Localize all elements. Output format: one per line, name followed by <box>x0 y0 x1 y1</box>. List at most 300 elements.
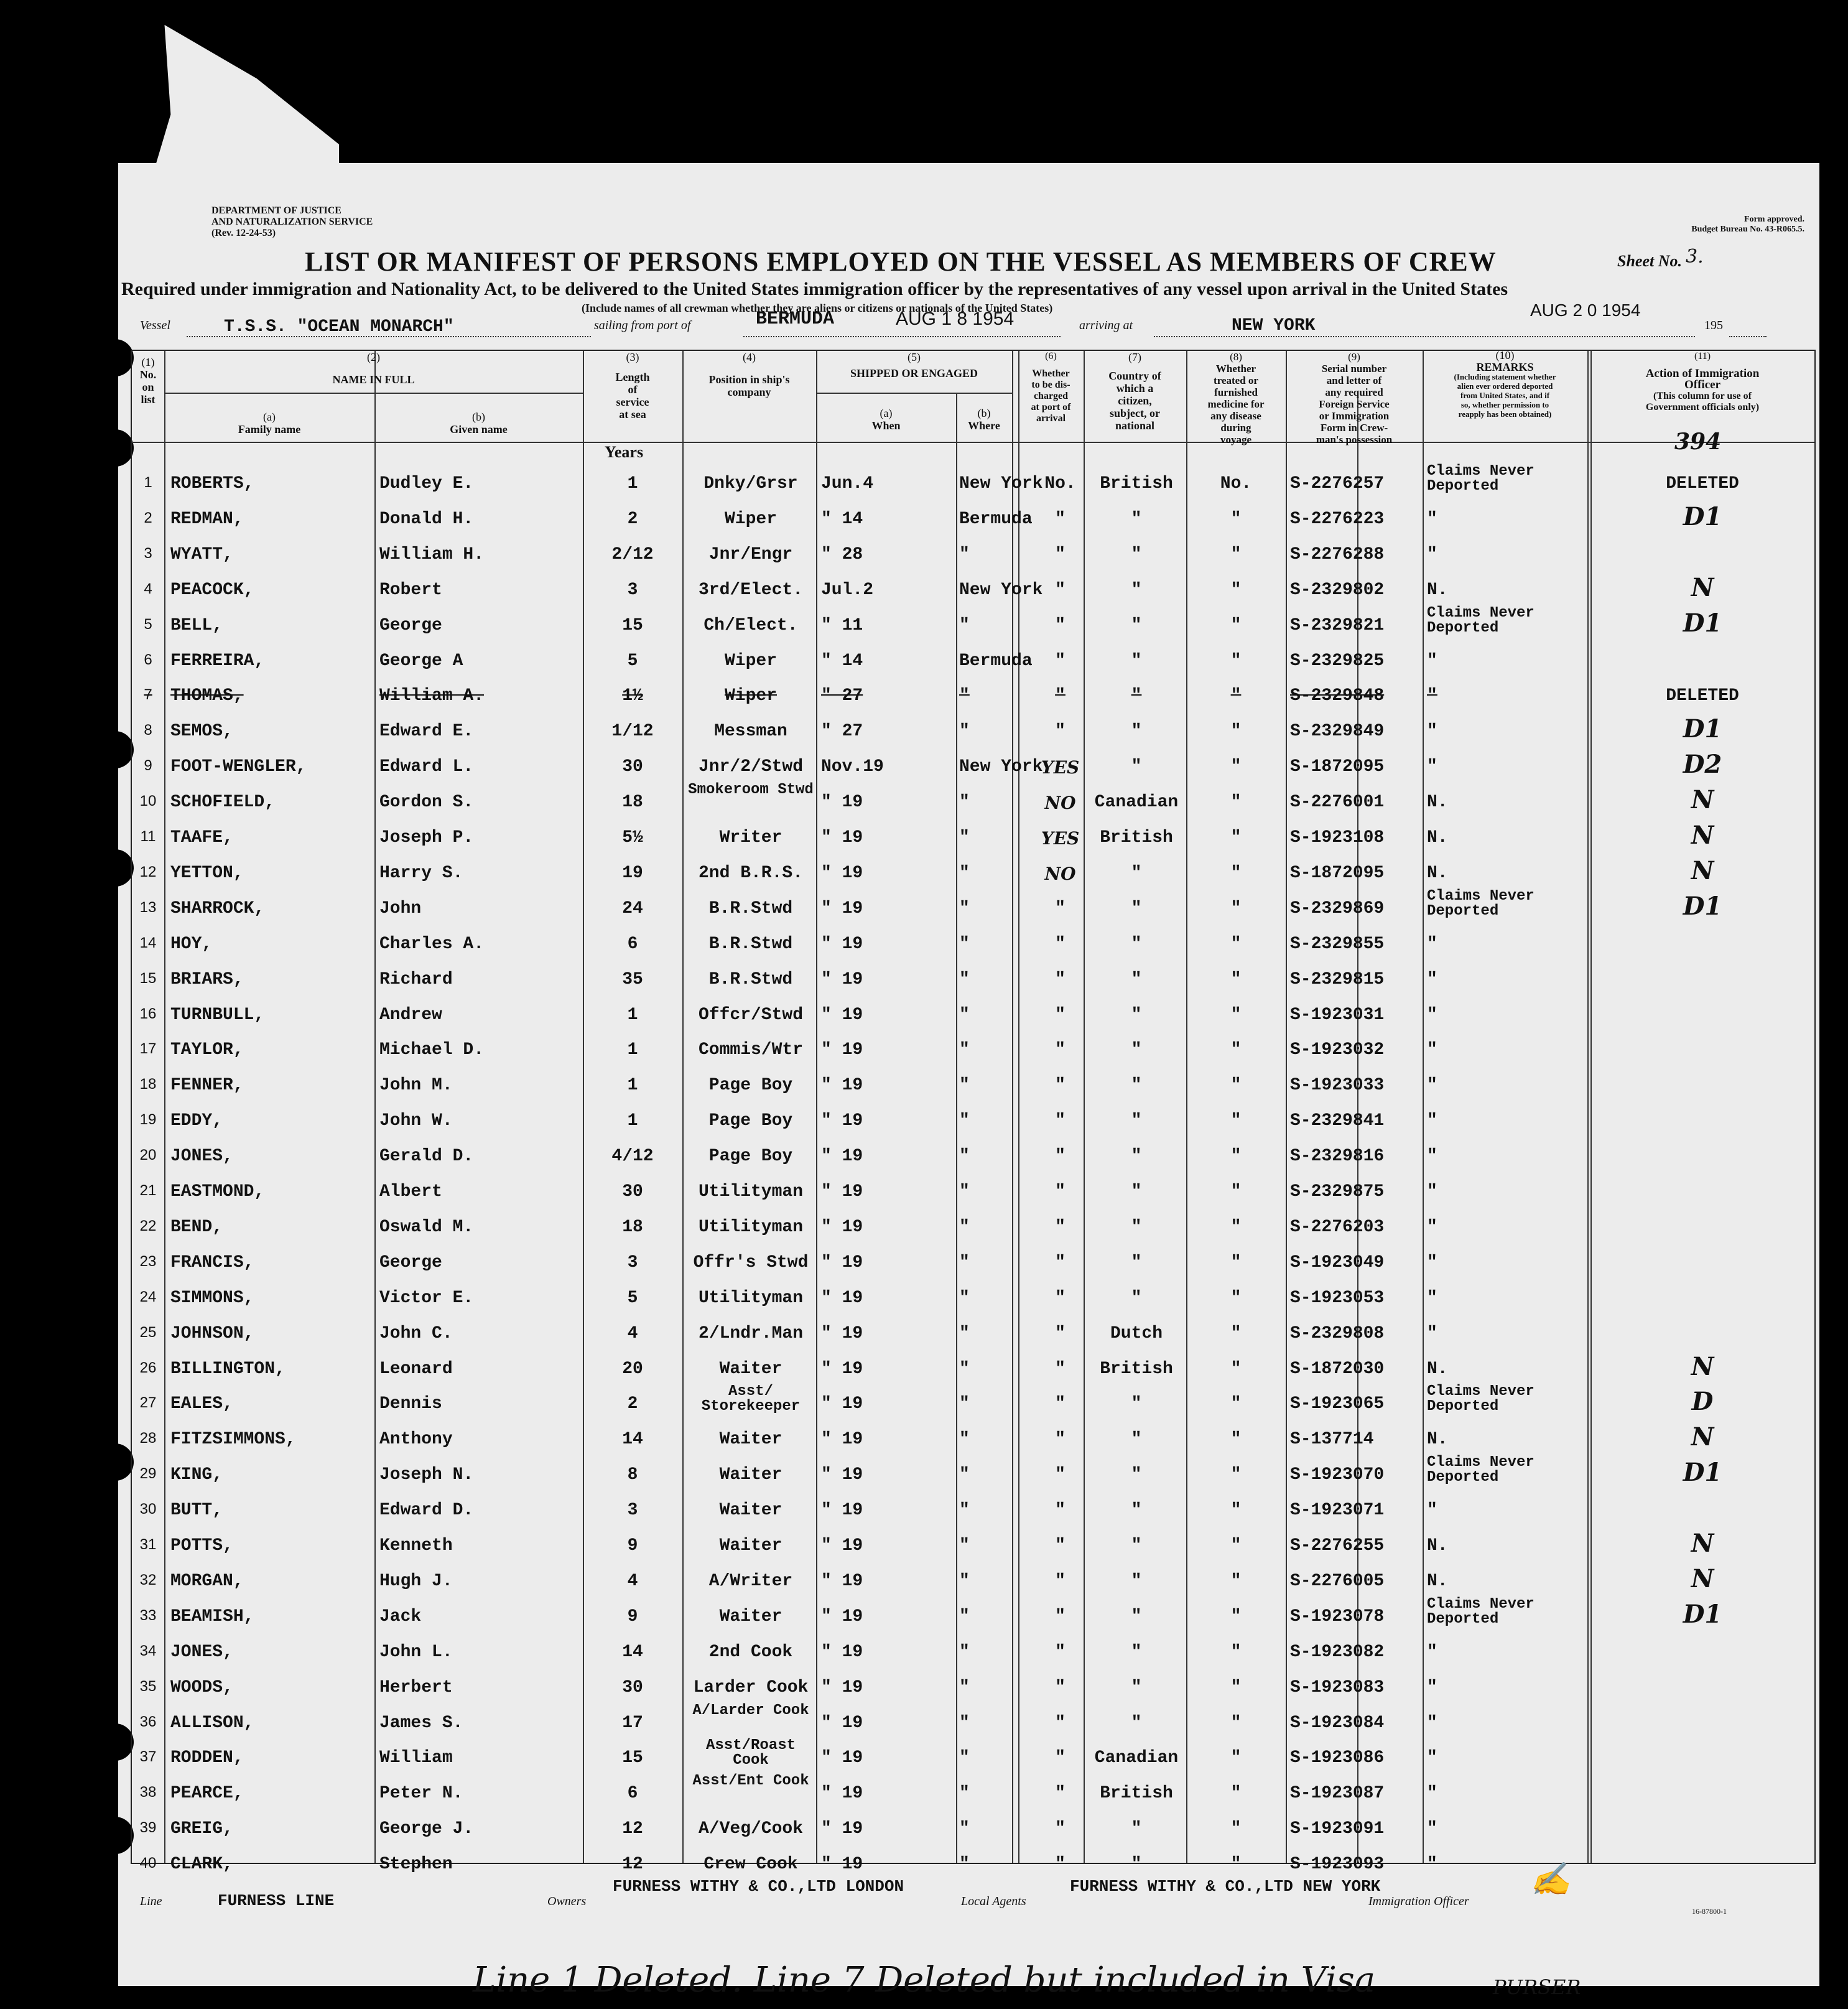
length-of-service: 5 <box>627 1288 638 1308</box>
country: " <box>1131 615 1142 635</box>
family-name: ALLISON, <box>170 1713 254 1733</box>
header-given-name: (b) Given name <box>450 411 508 436</box>
punch-hole <box>96 429 134 467</box>
table-row <box>132 1246 1814 1281</box>
medicine: " <box>1230 934 1242 954</box>
length-of-service: 3 <box>627 580 638 600</box>
medicine: " <box>1230 757 1242 777</box>
given-name: Joseph P. <box>379 828 474 847</box>
subtitle-note: (Include names of all crewman whether they are aliens or citizens or nationals of the United States) <box>582 302 1053 314</box>
punch-hole <box>96 1723 134 1761</box>
discharged: " <box>1055 509 1066 529</box>
country: British <box>1100 828 1173 847</box>
handwritten-note: Line 1 Deleted. Line 7 Deleted but included in Visa <box>473 1960 1376 2000</box>
position: Ch/Elect. <box>703 615 798 635</box>
shipped-where: " <box>959 1323 970 1343</box>
given-name: Jack <box>379 1606 422 1626</box>
shipped-where: " <box>959 1005 970 1025</box>
row-number: 18 <box>139 1076 157 1093</box>
family-name: BRIARS, <box>170 969 244 989</box>
shipped-when: " 19 <box>821 1217 863 1237</box>
table-row <box>132 1454 1814 1493</box>
shipped-when: Jun.4 <box>821 474 874 493</box>
table-row <box>132 538 1814 573</box>
given-name: Edward D. <box>379 1501 474 1521</box>
remarks: " <box>1427 1323 1437 1343</box>
shipped-when: " 19 <box>821 898 863 918</box>
serial-number: S-1923087 <box>1290 1784 1385 1804</box>
medicine: " <box>1230 615 1242 635</box>
discharged: " <box>1055 1288 1066 1308</box>
shipped-when: " 19 <box>821 1359 863 1379</box>
row-number: 7 <box>144 686 152 704</box>
given-name: Harry S. <box>379 863 463 883</box>
row-number: 4 <box>144 580 152 597</box>
medicine: " <box>1230 898 1242 918</box>
family-name: FRANCIS, <box>170 1252 254 1272</box>
remarks: " <box>1427 1252 1437 1272</box>
discharged: " <box>1055 651 1066 671</box>
remarks: " <box>1427 1182 1437 1201</box>
discharged: " <box>1055 686 1066 706</box>
family-name: JONES, <box>170 1642 233 1662</box>
shipped-where: " <box>959 793 970 813</box>
discharged: " <box>1055 969 1066 989</box>
length-of-service: 5 <box>627 651 638 671</box>
table-row <box>132 1383 1814 1422</box>
officer-label: Immigration Officer <box>1368 1895 1469 1908</box>
discharged: " <box>1055 1076 1066 1096</box>
discharged: " <box>1055 1323 1066 1343</box>
sheet-label: Sheet No. <box>1617 252 1682 270</box>
table-row <box>132 1564 1814 1600</box>
header-when: (a) When <box>871 407 901 432</box>
medicine: " <box>1230 1713 1242 1733</box>
medicine: " <box>1230 793 1242 813</box>
family-name: SHARROCK, <box>170 898 265 918</box>
shipped-when: " 19 <box>821 1642 863 1662</box>
discharged: " <box>1055 1642 1066 1662</box>
country: " <box>1131 1642 1142 1662</box>
given-name: Edward L. <box>379 757 474 777</box>
header-medicine: (8) Whether treated or furnished medicine for any disease during voyage <box>1207 351 1265 445</box>
shipped-where: " <box>959 1359 970 1379</box>
given-name: Peter N. <box>379 1784 463 1804</box>
country: " <box>1131 1217 1142 1237</box>
length-of-service: 12 <box>622 1819 643 1839</box>
family-name: YETTON, <box>170 863 244 883</box>
medicine: No. <box>1220 474 1252 493</box>
serial-number: S-1923053 <box>1290 1288 1385 1308</box>
owners-label: Owners <box>547 1895 587 1908</box>
immigration-action: D1 <box>1683 891 1722 921</box>
punch-hole <box>96 849 134 887</box>
medicine: " <box>1230 651 1242 671</box>
header-where: (b) Where <box>968 407 1000 432</box>
table-row <box>132 1104 1814 1139</box>
position: Asst/Ent Cook <box>692 1773 809 1790</box>
table-row <box>132 573 1814 608</box>
discharged: " <box>1055 1748 1066 1768</box>
given-name: John M. <box>379 1076 453 1096</box>
country: " <box>1131 1536 1142 1555</box>
remarks: " <box>1427 934 1437 954</box>
shipped-where: " <box>959 1748 970 1768</box>
row-number: 5 <box>144 615 152 633</box>
country: " <box>1131 1252 1142 1272</box>
table-row <box>132 1635 1814 1671</box>
length-of-service: 1 <box>627 474 638 493</box>
family-name: SCHOFIELD, <box>170 793 276 813</box>
line-name: FURNESS LINE <box>218 1891 335 1910</box>
table-row <box>132 856 1814 892</box>
shipped-when: " 19 <box>821 1252 863 1272</box>
length-of-service: 4/12 <box>611 1147 654 1167</box>
serial-number: S-2329825 <box>1290 651 1385 671</box>
serial-number: S-2329802 <box>1290 580 1385 600</box>
position: Utilityman <box>698 1288 804 1308</box>
country: " <box>1131 863 1142 883</box>
family-name: ROBERTS, <box>170 474 254 493</box>
medicine: " <box>1230 1288 1242 1308</box>
punch-hole <box>96 1443 134 1481</box>
shipped-where: " <box>959 1571 970 1591</box>
family-name: SIMMONS, <box>170 1288 254 1308</box>
arrival-date-stamp: AUG 2 0 1954 <box>1530 301 1641 320</box>
remarks: " <box>1427 1040 1437 1060</box>
country: " <box>1131 1430 1142 1450</box>
header-shipped: (5) SHIPPED OR ENGAGED <box>850 351 978 380</box>
shipped-where: " <box>959 1819 970 1839</box>
row-number: 23 <box>139 1252 157 1270</box>
remarks: N. <box>1427 1536 1448 1555</box>
length-of-service: 19 <box>622 863 643 883</box>
country: British <box>1100 1784 1173 1804</box>
remarks: N. <box>1427 1430 1448 1450</box>
serial-number: S-1923084 <box>1290 1713 1385 1733</box>
position: Waiter <box>719 1501 782 1521</box>
position: Larder Cook <box>693 1677 809 1697</box>
position: Page Boy <box>708 1111 793 1131</box>
medicine: " <box>1230 1217 1242 1237</box>
medicine: " <box>1230 580 1242 600</box>
row-number: 38 <box>139 1784 157 1801</box>
family-name: TAYLOR, <box>170 1040 244 1060</box>
discharged: " <box>1055 1713 1066 1733</box>
remarks: N. <box>1427 580 1448 600</box>
medicine: " <box>1230 1536 1242 1555</box>
remarks: " <box>1427 509 1437 529</box>
discharged: YES <box>1041 757 1080 778</box>
shipped-when: " 27 <box>821 686 863 706</box>
row-number: 35 <box>139 1677 157 1695</box>
table-row <box>132 1595 1814 1635</box>
length-of-service: 20 <box>622 1359 643 1379</box>
length-of-service: 9 <box>627 1606 638 1626</box>
given-name: Leonard <box>379 1359 453 1379</box>
remarks: " <box>1427 1147 1437 1167</box>
table-row <box>132 1737 1814 1776</box>
position: Wiper <box>724 509 777 529</box>
shipped-where: " <box>959 934 970 954</box>
immigration-action: N <box>1691 785 1714 815</box>
position: Jnr/2/Stwd <box>698 757 804 777</box>
family-name: GREIG, <box>170 1819 233 1839</box>
header-family-name: (a) Family name <box>238 411 301 436</box>
row-number: 28 <box>139 1430 157 1447</box>
serial-number: S-1923032 <box>1290 1040 1385 1060</box>
department-block: DEPARTMENT OF JUSTICE AND NATURALIZATION SERVICE (Rev. 12-24-53) <box>211 205 373 238</box>
table-row <box>132 781 1814 821</box>
shipped-where: " <box>959 722 970 742</box>
given-name: Dennis <box>379 1394 442 1414</box>
immigration-action: N <box>1691 1529 1714 1558</box>
discharged: " <box>1055 898 1066 918</box>
owners: FURNESS WITHY & CO.,LTD LONDON <box>613 1877 904 1896</box>
row-number: 8 <box>144 722 152 739</box>
position: Offcr/Stwd <box>698 1005 804 1025</box>
row-number: 6 <box>144 651 152 668</box>
country: " <box>1131 1677 1142 1697</box>
serial-number: S-2329821 <box>1290 615 1385 635</box>
serial-number: S-1872095 <box>1290 863 1385 883</box>
form-approved: Form approved. Budget Bureau No. 43-R065.5. <box>1691 215 1804 234</box>
position: Page Boy <box>708 1147 793 1167</box>
table-row <box>132 644 1814 679</box>
remarks: " <box>1427 1005 1437 1025</box>
length-of-service: 17 <box>622 1713 643 1733</box>
sailing-label: sailing from port of <box>594 319 691 332</box>
table-row <box>132 679 1814 714</box>
country: " <box>1131 969 1142 989</box>
medicine: " <box>1230 1677 1242 1697</box>
length-of-service: 2 <box>627 1394 638 1414</box>
table-row <box>132 1068 1814 1104</box>
immigration-action: D1 <box>1683 714 1722 744</box>
given-name: Dudley E. <box>379 474 474 493</box>
length-of-service: 1 <box>627 1076 638 1096</box>
immigration-action: DELETED <box>1666 474 1739 493</box>
position: 3rd/Elect. <box>698 580 804 600</box>
remarks: " <box>1427 722 1437 742</box>
country: " <box>1131 1571 1142 1591</box>
given-name: Stephen <box>379 1855 453 1875</box>
table-row <box>132 887 1814 927</box>
shipped-where: " <box>959 1394 970 1414</box>
shipped-where: " <box>959 1501 970 1521</box>
given-name: George J. <box>379 1819 474 1839</box>
shipped-when: " 19 <box>821 1536 863 1555</box>
medicine: " <box>1230 1571 1242 1591</box>
family-name: BEND, <box>170 1217 223 1237</box>
table-row <box>132 1493 1814 1529</box>
country: " <box>1131 1147 1142 1167</box>
discharged: " <box>1055 615 1066 635</box>
country: Dutch <box>1110 1323 1163 1343</box>
given-name: George <box>379 1252 442 1272</box>
remarks: " <box>1427 1288 1437 1308</box>
remarks: Claims Never Deported <box>1427 463 1535 495</box>
position: Utilityman <box>698 1182 804 1201</box>
sailing-port: BERMUDA <box>756 309 835 330</box>
immigration-action: D2 <box>1683 750 1722 780</box>
serial-number: S-2329855 <box>1290 934 1385 954</box>
position: 2nd B.R.S. <box>698 863 804 883</box>
family-name: FERREIRA, <box>170 651 265 671</box>
medicine: " <box>1230 544 1242 564</box>
discharged: " <box>1055 1606 1066 1626</box>
shipped-when: Jul.2 <box>821 580 874 600</box>
shipped-when: " 19 <box>821 1005 863 1025</box>
serial-number: S-1872095 <box>1290 757 1385 777</box>
shipped-when: " 19 <box>821 1040 863 1060</box>
table-row <box>132 604 1814 644</box>
subtitle: Required under immigration and Nationality Act, to be delivered to the United States immigration officer by the representatives of any vessel upon arrival in the United States <box>121 279 1508 299</box>
row-number: 36 <box>139 1713 157 1730</box>
position: Waiter <box>719 1430 782 1450</box>
length-of-service: 15 <box>622 615 643 635</box>
country: " <box>1131 1713 1142 1733</box>
row-number: 12 <box>139 863 157 880</box>
medicine: " <box>1230 1394 1242 1414</box>
immigration-action: N <box>1691 855 1714 885</box>
arrival-port: NEW YORK <box>1232 316 1316 335</box>
position: Utilityman <box>698 1217 804 1237</box>
given-name: Donald H. <box>379 509 474 529</box>
family-name: FITZSIMMONS, <box>170 1430 296 1450</box>
serial-number: S-2276255 <box>1290 1536 1385 1555</box>
table-row <box>132 1773 1814 1812</box>
shipped-where: Bermuda <box>959 651 1033 671</box>
discharged: " <box>1055 1677 1066 1697</box>
length-of-service: 9 <box>627 1536 638 1555</box>
immigration-action: D1 <box>1683 1599 1722 1629</box>
serial-number: S-2329848 <box>1290 686 1385 706</box>
length-of-service: 1/12 <box>611 722 654 742</box>
length-of-service: 30 <box>622 757 643 777</box>
given-name: Gerald D. <box>379 1147 474 1167</box>
punch-hole <box>96 1817 134 1854</box>
family-name: PEARCE, <box>170 1784 244 1804</box>
shipped-where: " <box>959 1606 970 1626</box>
country: " <box>1131 1606 1142 1626</box>
length-of-service: 14 <box>622 1430 643 1450</box>
table-row <box>132 1210 1814 1246</box>
vessel-label: Vessel <box>140 319 170 332</box>
discharged: " <box>1055 1252 1066 1272</box>
local-agents: FURNESS WITHY & CO.,LTD NEW YORK <box>1070 1877 1381 1896</box>
shipped-where: " <box>959 1217 970 1237</box>
position: Waiter <box>719 1536 782 1555</box>
immigration-action: D1 <box>1683 1458 1722 1488</box>
length-of-service: 2/12 <box>611 544 654 564</box>
length-of-service: 14 <box>622 1642 643 1662</box>
shipped-when: " 19 <box>821 1784 863 1804</box>
family-name: BEAMISH, <box>170 1606 254 1626</box>
country: " <box>1131 1076 1142 1096</box>
position: Jnr/Engr <box>708 544 793 564</box>
medicine: " <box>1230 1252 1242 1272</box>
remarks: N. <box>1427 863 1448 883</box>
given-name: John C. <box>379 1323 453 1343</box>
medicine: " <box>1230 1323 1242 1343</box>
serial-number: S-1923091 <box>1290 1819 1385 1839</box>
family-name: REDMAN, <box>170 509 244 529</box>
line-label: Line <box>140 1895 162 1908</box>
shipped-where: " <box>959 544 970 564</box>
serial-number: S-1923082 <box>1290 1642 1385 1662</box>
serial-number: S-2329816 <box>1290 1147 1385 1167</box>
discharged: " <box>1055 1784 1066 1804</box>
header-length: (3) Length of service at sea <box>615 351 650 421</box>
medicine: " <box>1230 1784 1242 1804</box>
row-number: 16 <box>139 1005 157 1022</box>
discharged: " <box>1055 1855 1066 1875</box>
sheet-number: 3. <box>1686 246 1704 268</box>
shipped-when: " 19 <box>821 1111 863 1131</box>
position: Offr's Stwd <box>693 1252 809 1272</box>
serial-number: S-2276001 <box>1290 793 1385 813</box>
discharged: " <box>1055 722 1066 742</box>
shipped-when: " 19 <box>821 863 863 883</box>
given-name: James S. <box>379 1713 463 1733</box>
serial-number: S-2329808 <box>1290 1323 1385 1343</box>
given-name: Anthony <box>379 1430 453 1450</box>
shipped-where: " <box>959 898 970 918</box>
discharged: " <box>1055 1430 1066 1450</box>
header-discharged: (6) Whether to be dis- charged at port of arrival <box>1031 351 1071 424</box>
serial-number: S-137714 <box>1290 1430 1374 1450</box>
remarks: " <box>1427 1076 1437 1096</box>
remarks: Claims Never Deported <box>1427 1454 1535 1486</box>
country: " <box>1131 686 1142 706</box>
row-number: 21 <box>139 1182 157 1199</box>
position: A/Veg/Cook <box>698 1819 804 1839</box>
header-action: (11) Action of Immigration Officer (This column for use of Government officials only) <box>1645 351 1760 413</box>
discharged: " <box>1055 1501 1066 1521</box>
serial-number: S-1872030 <box>1290 1359 1385 1379</box>
given-name: William <box>379 1748 453 1768</box>
medicine: " <box>1230 1501 1242 1521</box>
remarks: Claims Never Deported <box>1427 1595 1535 1628</box>
header-country: (7) Country of which a citizen, subject, or national <box>1108 351 1161 432</box>
family-name: EASTMOND, <box>170 1182 265 1201</box>
given-name: Charles A. <box>379 934 485 954</box>
shipped-where: " <box>959 1147 970 1167</box>
shipped-where: " <box>959 1288 970 1308</box>
immigration-action: N <box>1691 1422 1714 1452</box>
serial-number: S-2329849 <box>1290 722 1385 742</box>
medicine: " <box>1230 1040 1242 1060</box>
length-of-service: 4 <box>627 1571 638 1591</box>
shipped-where: " <box>959 863 970 883</box>
crew-table <box>131 349 1816 1875</box>
immigration-action: DELETED <box>1666 686 1739 706</box>
medicine: " <box>1230 969 1242 989</box>
row-number: 10 <box>139 793 157 810</box>
shipped-where: " <box>959 686 970 706</box>
table-row <box>132 1317 1814 1352</box>
serial-number: S-1923070 <box>1290 1465 1385 1485</box>
discharged: " <box>1055 934 1066 954</box>
family-name: POTTS, <box>170 1536 233 1555</box>
shipped-when: " 19 <box>821 793 863 813</box>
row-number: 22 <box>139 1217 157 1234</box>
remarks: N. <box>1427 793 1448 813</box>
given-name: Richard <box>379 969 453 989</box>
table-row <box>132 1422 1814 1458</box>
family-name: FOOT-WENGLER, <box>170 757 307 777</box>
